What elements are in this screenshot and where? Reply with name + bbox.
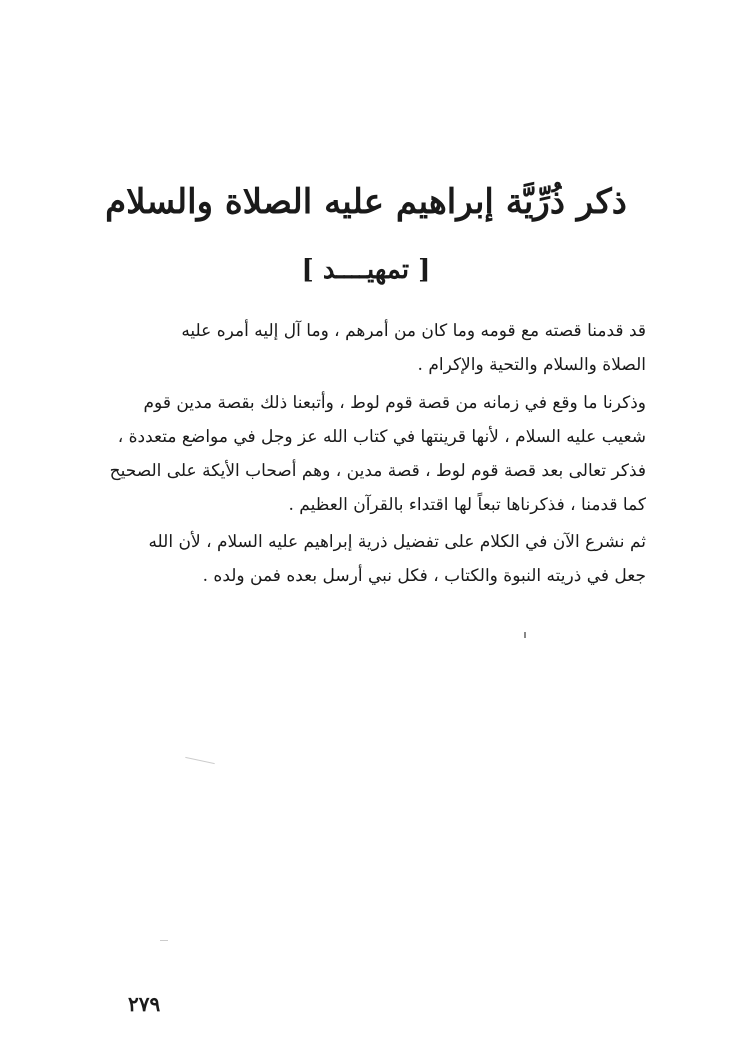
text-line: شعيب عليه السلام ، لأنها قرينتها في كتاب الله عز وجل في مواضع متعددة ،	[117, 427, 646, 447]
scan-mark	[160, 940, 168, 941]
scan-mark	[185, 757, 215, 764]
text-line: ثم نشرع الآن في الكلام على تفضيل ذرية إبراهيم عليه السلام ، لأن الله	[148, 532, 646, 552]
text-line: جعل في ذريته النبوة والكتاب ، فكل نبي أرسل بعده فمن ولده .	[202, 566, 646, 586]
text-line: وذكرنا ما وقع في زمانه من قصة قوم لوط ، وأتبعنا ذلك بقصة مدين قوم	[143, 393, 646, 413]
text-line: قد قدمنا قصته مع قومه وما كان من أمرهم ، وما آل إليه أمره عليه	[181, 321, 646, 341]
chapter-title: ذكر ذُرِّيَّة إبراهيم عليه الصلاة والسلام	[105, 182, 627, 222]
text-line: الصلاة والسلام والتحية والإكرام .	[417, 355, 646, 375]
scan-mark	[524, 632, 526, 638]
text-line: كما قدمنا ، فذكرناها تبعاً لها اقتداء بالقرآن العظيم .	[288, 495, 646, 515]
paragraph-1	[86, 314, 646, 382]
paragraph-3	[86, 525, 646, 593]
paragraph-2	[86, 386, 646, 522]
text-line: فذكر تعالى بعد قصة قوم لوط ، قصة مدين ، وهم أصحاب الأيكة على الصحيح	[109, 461, 646, 481]
section-subtitle: [ تمهيــــد ]	[301, 255, 431, 285]
page-number: ٢٧٩	[128, 992, 161, 1016]
